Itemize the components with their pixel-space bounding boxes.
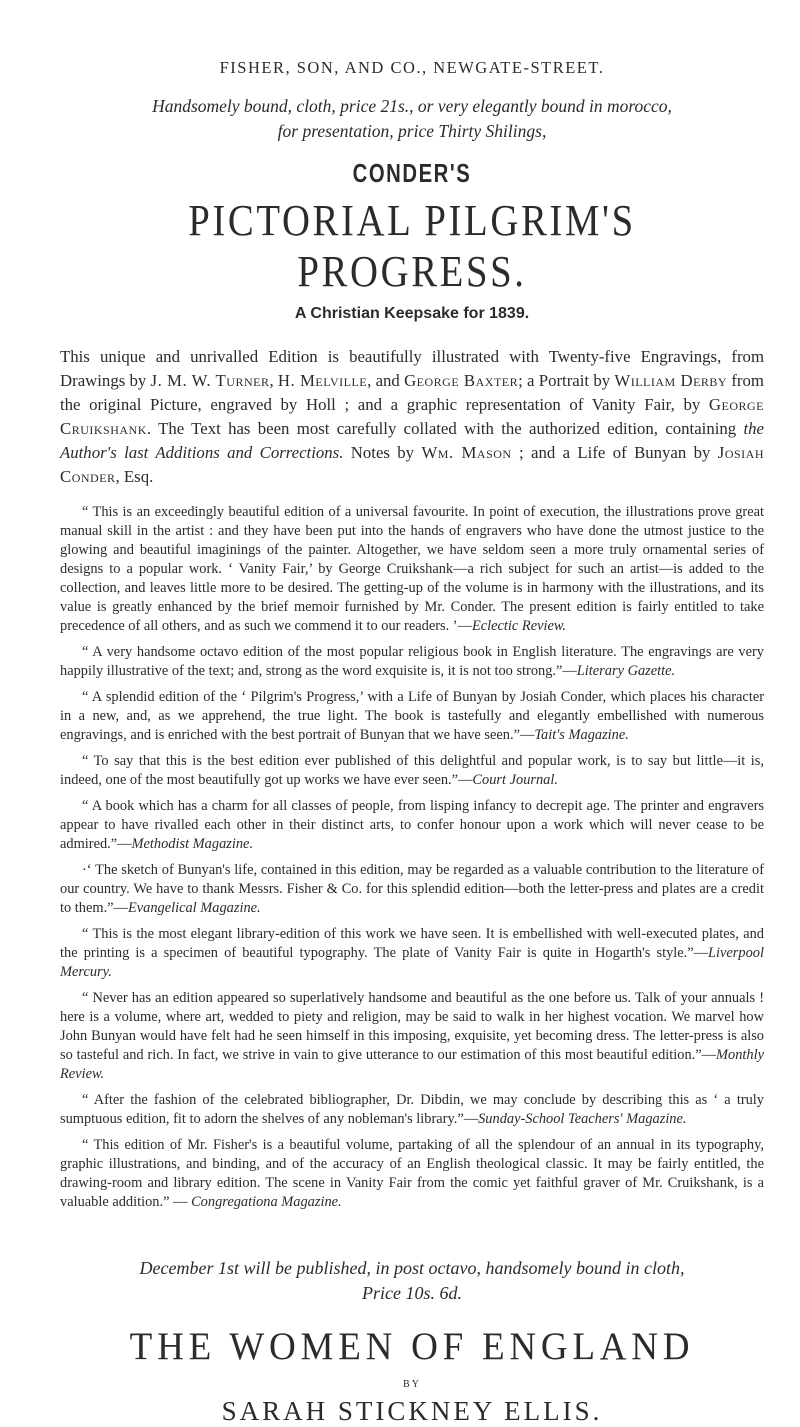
artist-name: H. Melville xyxy=(277,371,368,390)
review xyxy=(60,989,764,1084)
review xyxy=(60,688,764,745)
review-text: “ A book which has a charm for all classes of people, from lisping infancy to decrepit age. The printer and engravers appear to have rivalled each other in their distinct arts, to confer honour upon a work which will never cease to be admired.”— xyxy=(60,798,764,852)
review-source: Literary Gazette. xyxy=(576,663,676,679)
reviews xyxy=(60,503,764,1212)
subtitle-prefix: A xyxy=(294,305,307,322)
review-source: Liverpool Mercury. xyxy=(60,945,764,980)
desc-text: from the original Picture, engraved by Holl ; and a graphic representation of Vanity Fair, by xyxy=(60,371,764,414)
review-text: “ This edition of Mr. Fisher's is a beautiful volume, partaking of all the splendour of an annual in its typography, graphic illustrations, and binding, and of the accuracy of an English theological classic. It may be fairly entitled, the drawing-room and library edition. The scene in Vanity Fair from the comic yet faithful graver of Mr. Cruikshank, is a valuable addition.” — xyxy=(60,1137,764,1210)
review-source: Methodist Magazine. xyxy=(131,836,254,852)
binding-line-2: for presentation, price Thirty Shilings, xyxy=(277,121,547,141)
desc-text: , xyxy=(269,371,278,390)
by-label: BY xyxy=(403,1379,421,1390)
announcement-line-1: December 1st will be published, in post octavo, handsomely bound in cloth, xyxy=(139,1258,685,1278)
review-text: “ After the fashion of the celebrated bibliographer, Dr. Dibdin, we may conclude by describing this as ‘ a truly sumptuous edition, fit to adorn the shelves of any nobleman's library.”— xyxy=(60,1092,764,1127)
review-text: “ A very handsome octavo edition of the most popular religious book in English literature. The engravings are very happily illustrative of the text; and, strong as the word exquisite is, it is not too strong.”— xyxy=(60,644,764,679)
desc-italic: the Author's last Additions and Corrections. xyxy=(60,419,764,462)
review-text: “ Never has an edition appeared so superlatively handsome and beautiful as the one before us. Talk of your annuals ! here is a volume, where art, wedded to piety and religion, may be said to walk in her highest vocation. We marvel how John Bunyan would have felt had he seen himself in this imposing, exquisite, yet becoming dress. The letter-press is also so tasteful and rich. In fact, we strive in vain to give utterance to our estimation of this most beautiful edition.”— xyxy=(60,990,764,1063)
review xyxy=(60,1136,764,1212)
announcement-line-2: Price 10s. 6d. xyxy=(362,1283,462,1303)
review-text: ·‘ The sketch of Bunyan's life, contained in this edition, may be regarded as a valuable contribution to the literature of our country. We have to thank Messrs. Fisher & Co. for this splendid edition—both the letter-press and plates are a credit to them.”— xyxy=(60,862,764,916)
review xyxy=(60,797,764,854)
review xyxy=(60,1091,764,1129)
book-description xyxy=(60,345,764,489)
desc-text: Notes by xyxy=(343,443,422,462)
desc-text: . The Text has been most carefully collated with the authorized edition, containing xyxy=(146,419,744,438)
artist-name: George Baxter xyxy=(404,371,519,390)
review xyxy=(60,503,764,636)
desc-text: , Esq. xyxy=(115,467,154,486)
desc-text: , and xyxy=(367,371,405,390)
review xyxy=(60,643,764,681)
review-source: Tait's Magazine. xyxy=(534,727,629,743)
review-source: Evangelical Magazine. xyxy=(127,900,261,916)
binding-notice xyxy=(60,94,764,144)
book-title: PICTORIAL PILGRIM'S PROGRESS. xyxy=(188,196,636,296)
review-source: Court Journal. xyxy=(472,772,558,788)
review-text: “ To say that this is the best edition ever published of this delightful and popular work, is to say but little—it is, indeed, one of the most beautifully got up works we have ever seen.”— xyxy=(60,753,764,788)
binding-line-1: Handsomely bound, cloth, price 21s., or very elegantly bound in morocco, xyxy=(152,96,672,116)
review-source: Eclectic Review. xyxy=(471,618,566,634)
book-author-heading: CONDER'S xyxy=(352,158,472,188)
artist-name: George Cruikshank xyxy=(60,395,764,438)
review-source: Monthly Review. xyxy=(60,1047,764,1082)
author-name: Wm. Mason xyxy=(421,443,512,462)
next-book-title: THE WOMEN OF ENGLAND xyxy=(129,1325,695,1368)
artist-name: William Derby xyxy=(614,371,728,390)
desc-text: ; a Portrait by xyxy=(518,371,615,390)
artist-name: J. M. W. Turner xyxy=(150,371,270,390)
desc-text: ; and a Life of Bunyan by xyxy=(511,443,718,462)
author-name: Josiah Conder xyxy=(60,443,764,486)
review-source: Congregationa Magazine. xyxy=(191,1194,342,1210)
review xyxy=(60,752,764,790)
review xyxy=(60,925,764,982)
next-book-author: SARAH STICKNEY ELLIS. xyxy=(221,1396,603,1426)
review-source: Sunday-School Teachers' Magazine. xyxy=(478,1111,687,1127)
subtitle-text: Christian Keepsake for 1839. xyxy=(310,305,530,322)
publication-announcement xyxy=(60,1256,764,1306)
desc-text: This unique and unrivalled Edition is beautifully illustrated with Twenty-five Engravings, from Drawings by xyxy=(60,347,764,390)
review-text: “ This is an exceedingly beautiful edition of a universal favourite. In point of execution, the illustrations prove great manual skill in the artist : and they have been put into the hands of engravers who have done the utmost justice to the glowing and beautiful imaginings of the painter. Altogether, we have seldom seen a more truly ornamental series of designs to a popular work. ‘ Vanity Fair,’ by George Cruikshank—a rich subject for such an artist—is added to the collection, and leaves little more to be desired. The getting-up of the volume is in harmony with the illustrations, and its value is greatly enhanced by the brief memoir furnished by Mr. Conder. The present edition is fairly entitled to take precedence of all others, and as such we commend it to our readers. ’— xyxy=(60,504,764,634)
review xyxy=(60,861,764,918)
running-head: FISHER, SON, AND CO., NEWGATE-STREET. xyxy=(219,58,605,77)
review-text: “ A splendid edition of the ‘ Pilgrim's Progress,’ with a Life of Bunyan by Josiah Conder, which places his character in a new, and, as we apprehend, the true light. The book is tastefully and elegantly embellished with numerous engravings, and is enriched with the best portrait of Bunyan that we have seen.”— xyxy=(60,689,764,743)
review-text: “ This is the most elegant library-edition of this work we have seen. It is embellished with well-executed plates, and the printing is a specimen of beautiful typography. The plate of Vanity Fair is quite in Hogarth's style.”— xyxy=(60,926,764,961)
book-subtitle xyxy=(60,305,764,323)
